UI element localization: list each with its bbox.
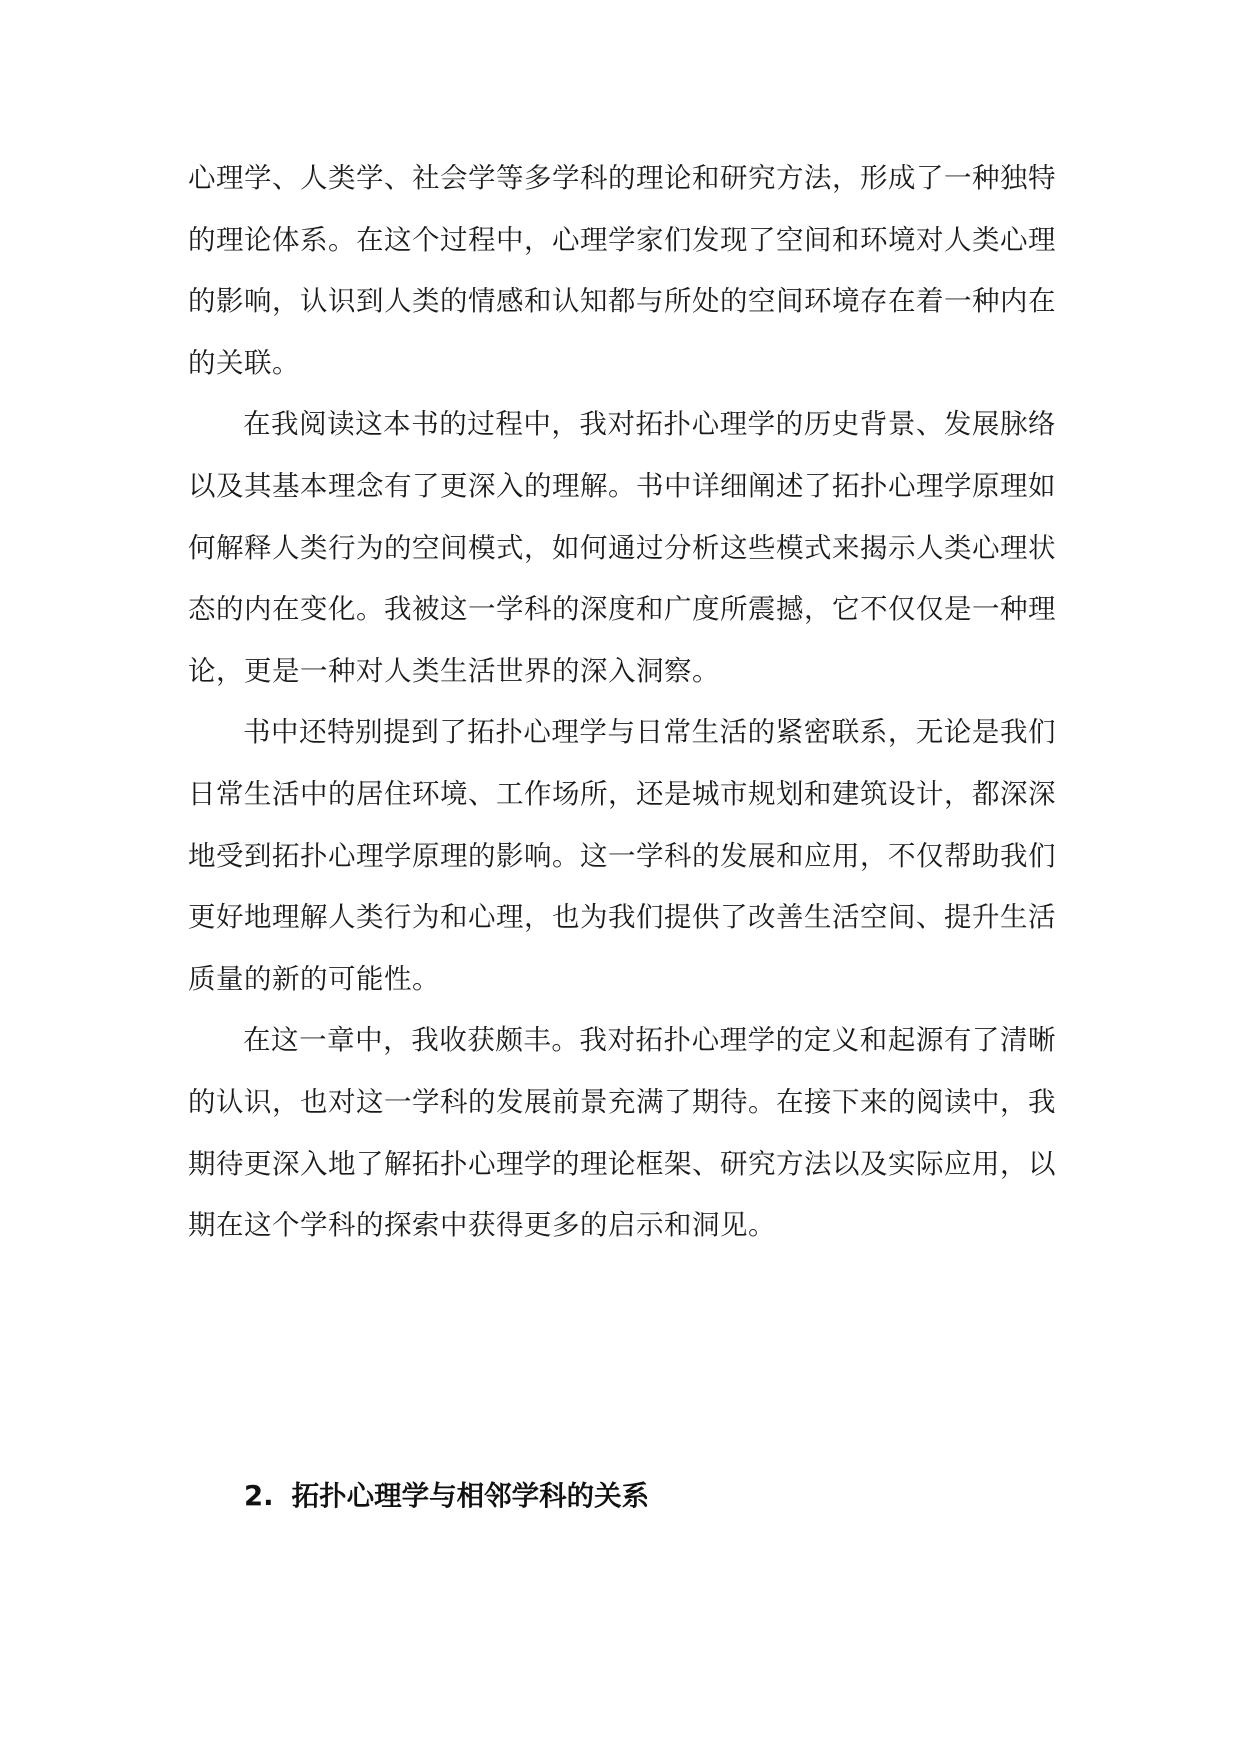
paragraph-4: 在这一章中，我收获颇丰。我对拓扑心理学的定义和起源有了清晰的认识，也对这一学科的发展前景充满了期待。在接下来的阅读中，我期待更深入地了解拓扑心理学的理论框架、研究方法以及实际应用，以期在这个学科的探索中获得更多的启示和洞见。 — [188, 1024, 1056, 1242]
paragraph-2: 在我阅读这本书的过程中，我对拓扑心理学的历史背景、发展脉络以及其基本理念有了更深入的理解。书中详细阐述了拓扑心理学原理如何解释人类行为的空间模式，如何通过分析这些模式来揭示人类心理状态的内在变化。我被这一学科的深度和广度所震撼，它不仅仅是一种理论，更是一种对人类生活世界的深入洞察。 — [188, 408, 1056, 687]
section-heading — [244, 1476, 649, 1516]
paragraph-3: 书中还特别提到了拓扑心理学与日常生活的紧密联系，无论是我们日常生活中的居住环境、工作场所，还是城市规划和建筑设计，都深深地受到拓扑心理学原理的影响。这一学科的发展和应用，不仅帮助我们更好地理解人类行为和心理，也为我们提供了改善生活空间、提升生活质量的新的可能性。 — [188, 716, 1056, 995]
section-title: 拓扑心理学与相邻学科的关系 — [291, 1480, 650, 1512]
body-text — [188, 148, 1056, 1257]
section-number: 2. — [244, 1480, 274, 1512]
paragraph-1: 心理学、人类学、社会学等多学科的理论和研究方法，形成了一种独特的理论体系。在这个过程中，心理学家们发现了空间和环境对人类心理的影响，认识到人类的情感和认知都与所处的空间环境存在着一种内在的关联。 — [188, 162, 1056, 379]
